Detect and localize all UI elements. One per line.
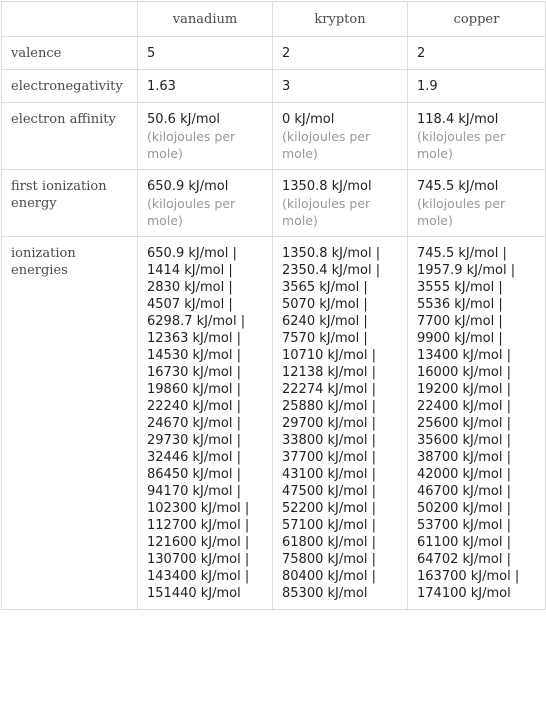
unit-note: (kilojoules per mole) xyxy=(147,196,236,228)
cell-electron-affinity-krypton xyxy=(273,103,408,170)
cell-first-ionization-copper xyxy=(408,170,546,237)
cell-first-ionization-vanadium xyxy=(138,170,273,237)
column-header-krypton: krypton xyxy=(273,2,408,37)
row-header-first-ionization-energy: first ionization energy xyxy=(2,170,138,237)
cell-ionization-energies-vanadium: 650.9 kJ/mol | 1414 kJ/mol | 2830 kJ/mol | 4507 kJ/mol | 6298.7 kJ/mol | 12363 kJ/mol | 14530 kJ/mol | 16730 kJ/mol | 19860 kJ/mol | 22240 kJ/mol | 24670 kJ/mol | 29730 kJ/mol | 32446 kJ/mol | 86450 kJ/mol | 94170 kJ/mol | 102300 kJ/mol | 112700 kJ/mol | 121600 kJ/mol | 130700 kJ/mol | 143400 kJ/mol | 151440 kJ/mol xyxy=(138,237,273,610)
unit-note: (kilojoules per mole) xyxy=(282,129,371,161)
cell-ionization-energies-copper: 745.5 kJ/mol | 1957.9 kJ/mol | 3555 kJ/mol | 5536 kJ/mol | 7700 kJ/mol | 9900 kJ/mol | 13400 kJ/mol | 16000 kJ/mol | 19200 kJ/mol | 22400 kJ/mol | 25600 kJ/mol | 35600 kJ/mol | 38700 kJ/mol | 42000 kJ/mol | 46700 kJ/mol | 50200 kJ/mol | 53700 kJ/mol | 61100 kJ/mol | 64702 kJ/mol | 163700 kJ/mol | 174100 kJ/mol xyxy=(408,237,546,610)
cell-valence-vanadium: 5 xyxy=(138,37,273,70)
element-properties-table xyxy=(1,1,546,610)
cell-valence-copper: 2 xyxy=(408,37,546,70)
header-row xyxy=(2,2,546,37)
cell-first-ionization-krypton xyxy=(273,170,408,237)
table-row-valence xyxy=(2,37,546,70)
unit-note: (kilojoules per mole) xyxy=(282,196,371,228)
table-row-electronegativity xyxy=(2,70,546,103)
row-header-ionization-energies: ionization energies xyxy=(2,237,138,610)
cell-electronegativity-krypton: 3 xyxy=(273,70,408,103)
unit-note: (kilojoules per mole) xyxy=(417,196,506,228)
table-row-ionization-energies xyxy=(2,237,546,610)
column-header-copper: copper xyxy=(408,2,546,37)
value-text: 0 kJ/mol xyxy=(282,112,335,127)
row-header-electron-affinity: electron affinity xyxy=(2,103,138,170)
value-text: 118.4 kJ/mol xyxy=(417,112,499,127)
column-header-vanadium: vanadium xyxy=(138,2,273,37)
row-header-electronegativity: electronegativity xyxy=(2,70,138,103)
cell-ionization-energies-krypton: 1350.8 kJ/mol | 2350.4 kJ/mol | 3565 kJ/mol | 5070 kJ/mol | 6240 kJ/mol | 7570 kJ/mol | 10710 kJ/mol | 12138 kJ/mol | 22274 kJ/mol | 25880 kJ/mol | 29700 kJ/mol | 33800 kJ/mol | 37700 kJ/mol | 43100 kJ/mol | 47500 kJ/mol | 52200 kJ/mol | 57100 kJ/mol | 61800 kJ/mol | 75800 kJ/mol | 80400 kJ/mol | 85300 kJ/mol xyxy=(273,237,408,610)
cell-valence-krypton: 2 xyxy=(273,37,408,70)
table-row-electron-affinity xyxy=(2,103,546,170)
cell-electron-affinity-copper xyxy=(408,103,546,170)
value-text: 1350.8 kJ/mol xyxy=(282,179,372,194)
cell-electronegativity-vanadium: 1.63 xyxy=(138,70,273,103)
value-text: 650.9 kJ/mol xyxy=(147,179,229,194)
table-row-first-ionization-energy xyxy=(2,170,546,237)
unit-note: (kilojoules per mole) xyxy=(147,129,236,161)
value-text: 745.5 kJ/mol xyxy=(417,179,499,194)
row-header-valence: valence xyxy=(2,37,138,70)
cell-electron-affinity-vanadium xyxy=(138,103,273,170)
corner-cell xyxy=(2,2,138,37)
unit-note: (kilojoules per mole) xyxy=(417,129,506,161)
cell-electronegativity-copper: 1.9 xyxy=(408,70,546,103)
value-text: 50.6 kJ/mol xyxy=(147,112,221,127)
